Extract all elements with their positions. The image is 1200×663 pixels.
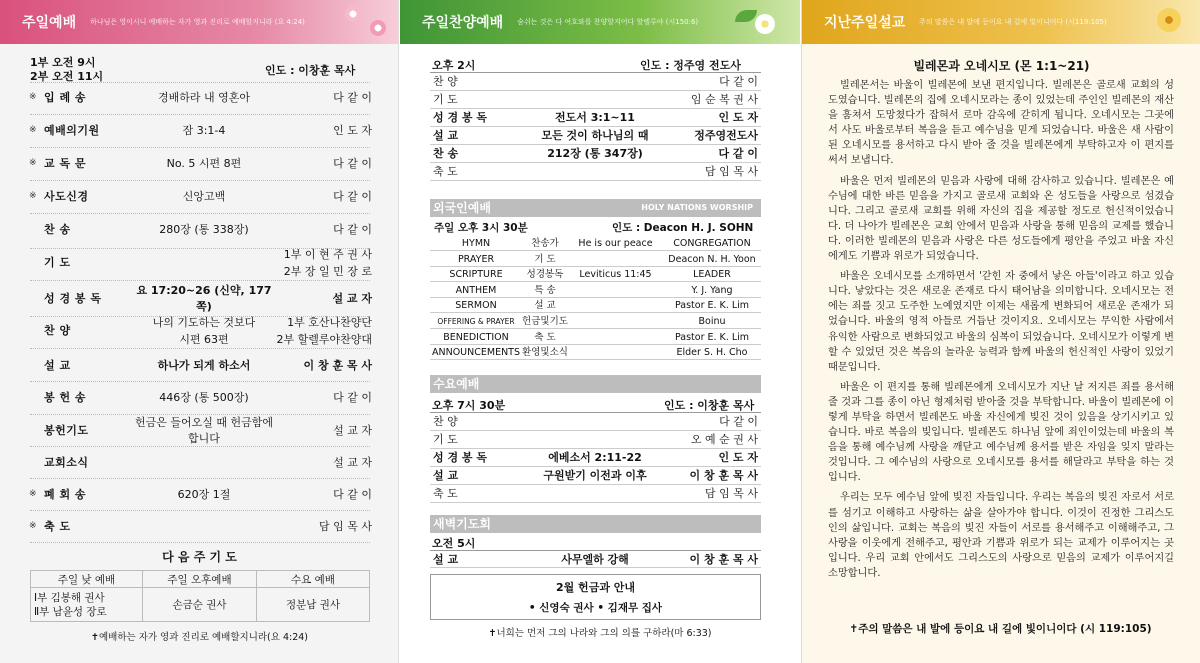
order-content: 요 17:20~26 (신약, 177쪽) [136,284,272,313]
order-item [0,379,399,415]
intl-english: BENEDICTION [443,331,509,343]
prayer-name: 정분남 권사 [257,588,370,622]
leaf-icon [735,10,757,22]
order-assignee [262,314,372,348]
row-label: 성 경 봉 독 [433,111,487,124]
order-assignee: 다 같 이 [333,157,372,170]
order-item [0,145,399,181]
footer-verse: ✝너희는 먼저 그의 나라와 그의 의를 구하라(마 6:33) [488,628,712,639]
row-assignee: 이 창 훈 목 사 [689,553,758,566]
schedule-row [430,91,761,109]
order-assignee: 담 임 목 사 [319,520,372,533]
intl-korean: 특 송 [534,284,556,296]
last-sermon-header [802,0,1200,44]
sunday-worship-header [0,0,398,44]
order-content: 잠 3:1-4 [182,124,226,137]
order-content: 경배하라 내 영혼아 [157,91,250,104]
intl-english: SERMON [455,300,497,312]
row-label: 기 도 [433,433,458,446]
intl-english: ANNOUNCEMENTS [431,347,521,359]
order-assignee-line: 1부 이 현 주 권 사 [283,248,372,261]
row-divider [30,542,370,543]
order-content-line: 시편 63편 [179,333,229,346]
order-assignee: 설 교 자 [333,424,372,437]
order-assignee: 다 같 이 [333,391,372,404]
intl-content: He is our peace [578,238,653,249]
schedule-row [430,485,761,503]
service-leader: 인도 : 이창훈 목사 [265,64,356,77]
afternoon-leader: 인도 : 정주영 전도사 [640,59,741,72]
order-assignee: 다 같 이 [333,223,372,236]
order-item [0,79,399,115]
order-content: 620장 1절 [177,488,231,501]
sermon-paragraph: 빌레몬서는 바울이 빌레몬에 보낸 편지입니다. 빌레몬은 골로새 교회의 성도였습니다. 빌레몬의 집에 오네시모라는 종이 있었는데 주인인 빌레몬의 재산을 훔쳐서 도망쳤다가 잡혀서 로마 감옥에 갇히게 됩니다. 오네시모는 그곳에서 사도 바울로부터 복음을 듣고 예수님을 믿게 되었습니다. 바울은 새 사람이 된 오네시모를 용서하고 다시 받아 줄 것을 빌레몬에게 부탁하고자 이 편지를 써서 보냅니다. [828,80,1174,167]
sunday-worship-panel [0,0,399,663]
blossom-icon [370,20,386,36]
flower-icon [1157,8,1181,32]
row-label: 설 교 [433,553,459,566]
intl-english: OFFERING & PRAYER [437,317,515,326]
order-content [134,314,274,348]
order-assignee: 이 창 훈 목 사 [303,359,372,372]
schedule-row [430,413,761,431]
prayer-name: Ⅰ부 김봉해 권사 [34,591,105,604]
order-label: 봉 헌 송 [44,391,87,404]
service-time-2: 2부 오전 11시 [30,70,104,83]
order-content: 신앙고백 [182,190,226,203]
intl-english: ANTHEM [455,284,497,296]
order-label: 기 도 [44,256,71,269]
order-label: 교회소식 [44,456,89,469]
header-subtitle: 하나님은 영이시니 예배하는 자가 영과 진리로 예배할지니라 (요 4:24) [90,18,305,26]
bar-subtitle: HOLY NATIONS WORSHIP [641,203,753,212]
footer-verse: ✝주의 말씀은 내 발에 등이요 내 길에 빛이니이다 (시 119:105) [849,623,1152,635]
order-label: 설 교 [44,359,71,372]
dawn-time: 오전 5시 [432,537,476,550]
order-label: 예배의기원 [44,124,100,137]
offering-names: • 신영숙 권사 • 김재무 집사 [528,602,663,614]
header-cell: 수요 예배 [257,571,370,588]
row-label: 설 교 [433,129,459,142]
intl-row [430,267,761,282]
sermon-paragraph: 우리는 모두 예수님 앞에 빚진 자들입니다. 우리는 복음의 빚진 자로서 서로를 섬기고 이해하고 사랑하는 삶을 살아가야 합니다. 이것이 진정한 그리스도인의 삶입니다. 교회는 복음의 빚진 자들이 서로를 용서해주고 이해해주고, 그 사랑을 이웃에게 전해주고, 평안과 기쁨과 위로가 되는 교제가 이루어지는 곳입니다. 우리 교회 안에서도 그리스도의 사랑으로 믿음의 교제가 이루어지길 소망합니다. [828,492,1174,579]
order-label: 폐 회 송 [44,488,87,501]
header-title: 주일예배 [22,15,77,31]
wednesday-worship-bar: 수요예배 [430,375,761,393]
wednesday-leader: 인도 : 이창훈 목사 [664,399,755,412]
order-item [0,347,399,383]
row-assignee: 인 도 자 [718,111,758,124]
order-assignee-line: 1부 호산나찬양단 [287,316,372,329]
order-item [0,244,399,280]
row-label: 성 경 봉 독 [433,451,487,464]
bar-title: 외국인예배 [433,201,491,215]
order-assignee: 설 교 자 [333,456,372,469]
order-mark: ※ [29,521,37,531]
schedule-row [430,127,761,145]
offering-title: 2월 헌금과 안내 [555,581,636,594]
dawn-prayer-bar: 새벽기도회 [430,515,761,533]
order-label: 찬 양 [44,324,71,337]
blossom-icon [345,6,361,22]
intl-assignee: CONGREGATION [673,238,751,249]
order-label: 찬 송 [44,223,71,236]
order-content-line: 나의 기도하는 것보다 [152,316,256,329]
intl-assignee: Pastor E. K. Lim [674,331,750,343]
intl-worship-bar [430,199,761,217]
intl-row [430,314,761,329]
next-week-prayer-table [30,570,370,622]
sermon-title: 빌레몬과 오네시모 (몬 1:1~21) [913,59,1090,73]
schedule-row [430,109,761,127]
order-item [0,312,399,348]
order-content: No. 5 시편 8편 [166,157,242,170]
intl-korean: 성경봉독 [526,269,564,281]
sermon-paragraph: 바울은 오네시모를 소개하면서 '갇힌 자 중에서 낳은 아들'이라고 하고 있습니다. 낳았다는 것은 새로운 존재로 다시 태어남을 의미합니다. 오네시모는 전에는 죄를 짓고 도주한 노예였지만 이제는 새롭게 변화되어 새로운 존재가 되었습니다. 바울의 영적 아들로 거듭난 것이지요. 오네시모는 무익한 사람에서 유익한 사람으로 변화되었고 바울의 심복이 되었습니다. 오네시모가 이렇게 변할 수 있었던 것은 복음의 놀라운 능력과 함께 바울의 헌신적인 사랑이 있었기 때문입니다. [828,271,1174,373]
intl-row [430,330,761,345]
intl-korean: 헌금및기도 [522,316,568,327]
row-assignee: 인 도 자 [718,451,758,464]
order-assignee-line: 2부 할렐루야찬양대 [276,333,372,346]
schedule-row [430,550,761,568]
order-content: 446장 (통 500장) [159,391,249,404]
header-title: 지난주일설교 [824,15,906,31]
prayer-name: 손금순 권사 [143,588,257,622]
intl-korean: 환영및소식 [522,347,568,359]
order-assignee: 인 도 자 [333,124,372,137]
order-label: 봉헌기도 [44,424,89,437]
intl-row [430,252,761,267]
flower-icon [755,14,775,34]
header-cell: 주일 오후예배 [143,571,257,588]
schedule-row [430,163,761,181]
row-content: 사무엘하 강해 [561,553,629,566]
intl-row [430,298,761,313]
row-label: 찬 송 [433,147,459,160]
intl-assignee: Boinu [698,316,726,327]
intl-time: 주일 오후 3시 30분 [434,222,528,234]
row-label: 기 도 [433,93,458,106]
order-item [0,211,399,247]
order-item [0,112,399,148]
row-assignee: 다 같 이 [719,415,758,428]
footer-verse: ✝예배하는 자가 영과 진리로 예배할지니라(요 4:24) [91,632,308,643]
sermon-paragraph: 바울은 이 편지를 통해 빌레몬에게 오네시모가 지난 날 저지른 죄를 용서해 줄 것과 그를 종이 아닌 형제처럼 받아줄 것을 부탁합니다. 바울이 빌레몬에 이렇게 부탁을 하면서 빌레몬도 바울 자신에게 빚진 것이 있음을 상기시키고 있습니다. 바로 복음의 빚입니다. 빌레몬도 하나님 앞에 죄인이었는데 바울의 복음을 통해 예수님께 사랑을 깨닫고 예수님께 용서를 받은 자임을 잊지 말라는 것입니다. 그 예수님의 사랑으로 오네시모를 용서를 해달라고 부탁을 하는 것입니다. [828,381,1174,484]
order-item [0,444,399,480]
row-content: 전도서 3:1~11 [555,111,635,124]
praise-worship-header [400,0,800,44]
order-assignee: 다 같 이 [333,91,372,104]
order-mark: ※ [29,92,37,102]
intl-korean: 기 도 [534,253,556,265]
intl-row [430,345,761,360]
header-subtitle: 숨쉬는 것은 다 여호와를 찬양할지어다 할렐루야 (시150:6) [517,18,699,26]
afternoon-time: 오후 2시 [432,59,476,72]
order-assignee: 다 같 이 [333,488,372,501]
order-mark: ※ [29,489,37,499]
next-week-title: 다 음 주 기 도 [162,550,237,564]
order-item [0,280,399,316]
sermon-body [828,78,1174,586]
order-label: 사도신경 [44,190,89,203]
intl-english: HYMN [461,238,491,249]
row-assignee: 담 임 목 사 [705,165,758,178]
order-mark: ※ [29,125,37,135]
row-label: 찬 양 [433,75,458,88]
order-content: 280장 (통 338장) [159,223,249,236]
order-label: 교 독 문 [44,157,87,170]
schedule-row [430,467,761,485]
order-content: 헌금은 들어오실 때 헌금함에 합니다 [134,416,273,445]
row-assignee: 다 같 이 [719,75,758,88]
order-item [0,476,399,512]
intl-english: PRAYER [457,253,495,265]
row-content: 212장 (통 347장) [547,147,643,160]
intl-content: Leviticus 11:45 [579,269,652,281]
row-assignee: 오 예 순 권 사 [690,433,758,446]
order-label: 축 도 [44,520,71,533]
order-item [0,412,399,448]
intl-leader: 인도 : Deacon H. J. SOHN [612,222,754,234]
intl-assignee: Y. J. Yang [691,284,733,296]
row-content: 모든 것이 하나님의 때 [541,129,649,142]
intl-english: SCRIPTURE [449,269,503,281]
order-assignee-line: 2부 장 일 민 장 로 [283,265,372,278]
intl-assignee: Elder S. H. Cho [676,347,748,359]
header-title: 주일찬양예배 [422,15,504,31]
row-content: 구원받기 이전과 이후 [543,469,647,482]
order-assignee [262,246,372,280]
sermon-paragraph: 바울은 먼저 빌레몬의 믿음과 사랑에 대해 감사하고 있습니다. 빌레몬은 예수님에 대한 바른 믿음을 가지고 골로새 교회와 온 성도들을 사랑으로 섬겼습니다. 그리고 골로새 교회를 위해 자신의 집을 제공할 정도로 헌신적이었습니다. 더 나아가 빌레몬은 교회 안에서 믿음과 사랑을 통해 믿음의 교제를 했습니다. 이러한 빌레몬의 믿음과 사랑은 다른 성도들에게 평안을 주었고 바울 자신에게도 기쁨과 위로가 되었습니다. [828,175,1174,263]
intl-assignee: LEADER [693,269,731,281]
row-label: 축 도 [433,487,458,500]
row-label: 축 도 [433,165,458,178]
row-label: 찬 양 [433,415,458,428]
row-label: 설 교 [433,469,459,482]
schedule-row [430,431,761,449]
intl-korean: 축 도 [534,331,556,343]
row-assignee: 이 창 훈 목 사 [689,469,758,482]
schedule-row [430,73,761,91]
intl-row [430,283,761,298]
order-assignee: 설 교 자 [332,292,372,305]
intl-row [430,236,761,251]
order-item [0,508,399,544]
order-assignee: 다 같 이 [333,190,372,203]
intl-korean: 설 교 [534,300,556,312]
row-assignee: 담 임 목 사 [705,487,758,500]
order-item [0,178,399,214]
wednesday-time: 오후 7시 30분 [432,399,506,412]
row-assignee: 다 같 이 [718,147,758,160]
order-label: 입 례 송 [44,91,87,104]
header-cell: 주일 낮 예배 [31,571,143,588]
row-content: 에베소서 2:11-22 [548,451,642,464]
row-assignee: 정주영전도사 [694,129,758,142]
intl-assignee: Deacon N. H. Yoon [668,253,756,265]
order-label: 성 경 봉 독 [44,292,102,305]
header-subtitle: 주의 말씀은 내 발에 등이요 내 길에 빛이니이다 (시119:105) [919,18,1107,26]
row-assignee: 임 순 복 권 사 [690,93,758,106]
prayer-name: Ⅱ부 남윤성 장로 [34,605,107,618]
schedule-row [430,145,761,163]
service-time-1: 1부 오전 9시 [30,56,96,69]
order-mark: ※ [29,191,37,201]
intl-assignee: Pastor E. K. Lim [674,300,750,312]
order-content: 하나가 되게 하소서 [157,359,251,372]
schedule-row [430,449,761,467]
intl-korean: 찬송가 [531,238,559,249]
order-mark: ※ [29,158,37,168]
